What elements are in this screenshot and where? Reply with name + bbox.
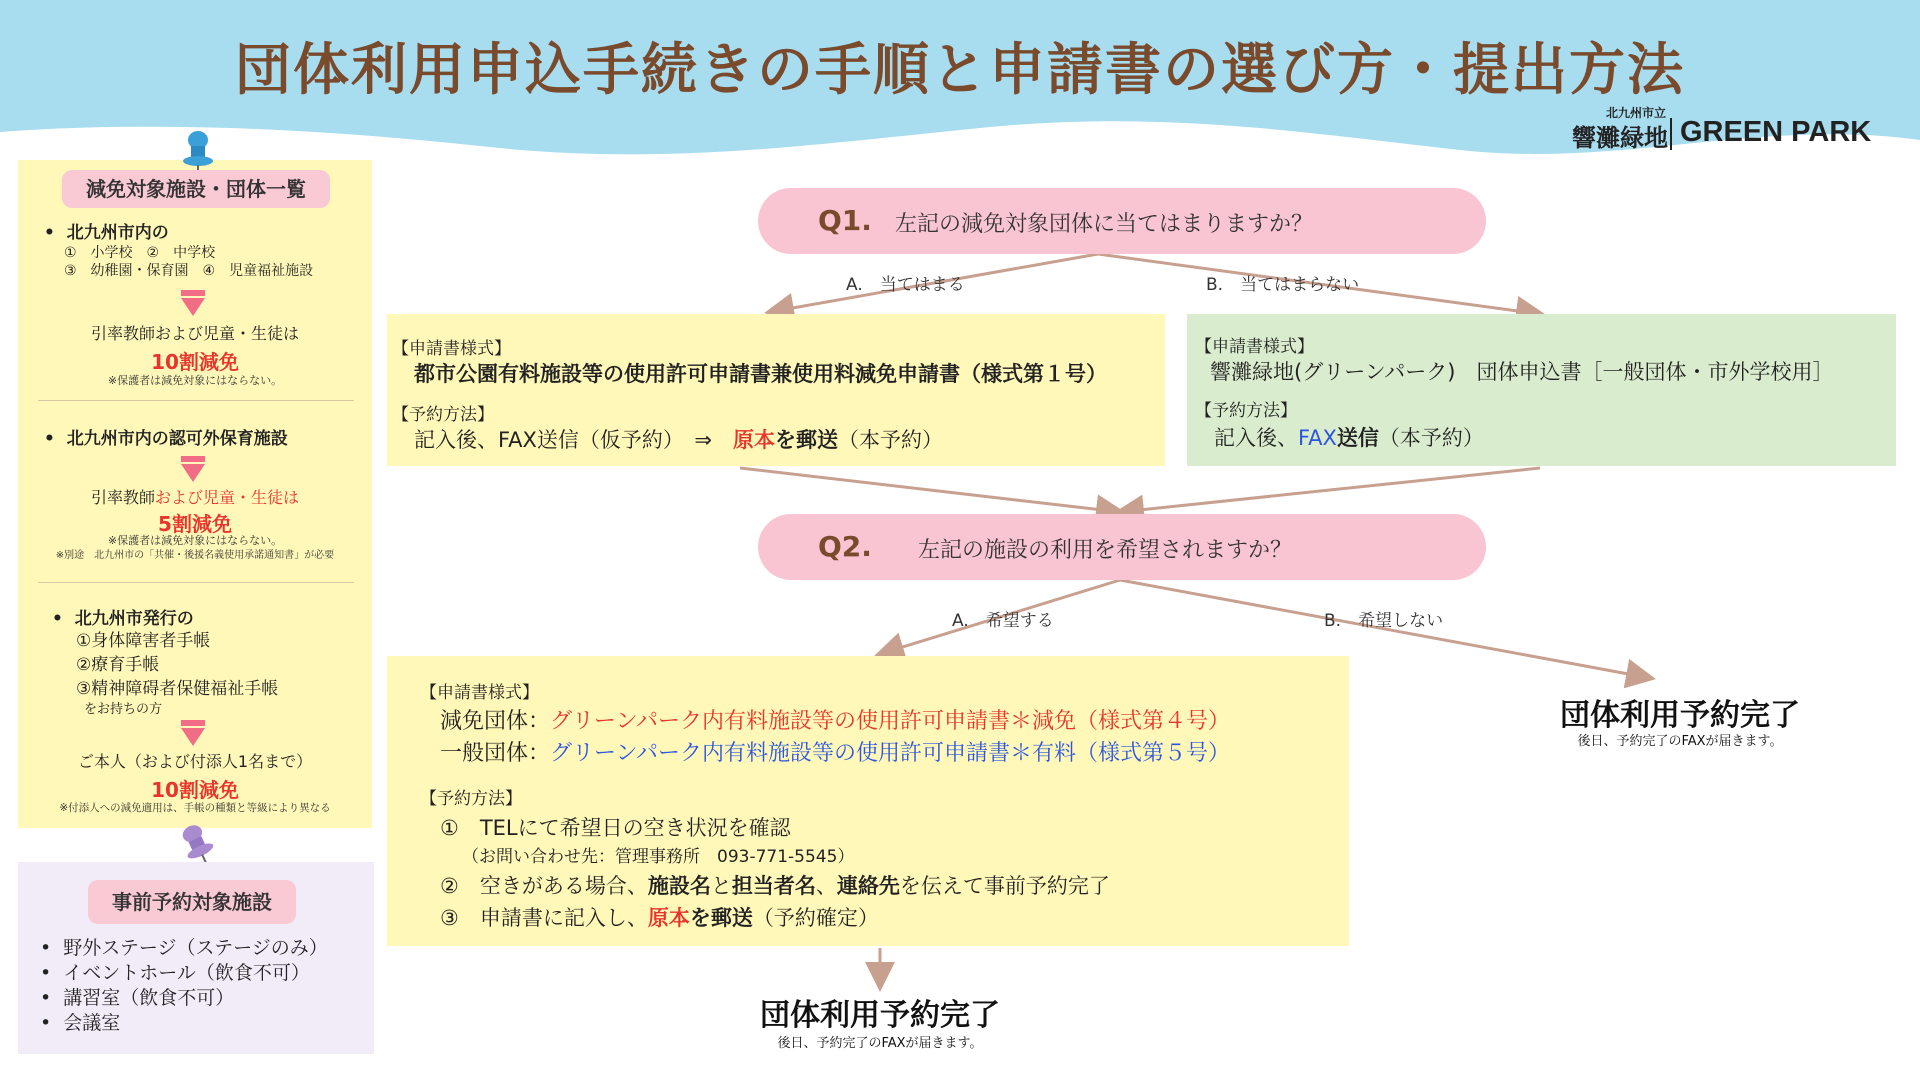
- q2-branch-a: A. 希望する: [952, 611, 1054, 631]
- group1-line1: ① 小学校 ② 中学校: [64, 245, 216, 261]
- page-title: 団体利用申込手続きの手順と申請書の選び方・提出方法: [235, 38, 1685, 103]
- pre-reservation-heading: 事前予約対象施設: [88, 880, 296, 924]
- box-a-form-heading: 【申請書様式】: [392, 339, 511, 359]
- group3-suffix: をお持ちの方: [84, 702, 163, 717]
- group3-target: ご本人（および付添人1名まで）: [77, 752, 313, 771]
- group3-bullet-text: 北九州市発行の: [74, 609, 194, 629]
- group1-bullet: • 北九州市内の: [44, 223, 169, 243]
- box-c-step3: ③ 申請書に記入し、原本を郵送（予約確定）: [440, 906, 879, 930]
- group2-bullet-text: 北九州市内の認可外保育施設: [66, 429, 288, 449]
- group1-note: ※保護者は減免対象にはならない。: [107, 374, 283, 387]
- group3-item1: ①身体障害者手帳: [76, 631, 211, 651]
- group3-note: ※付添人への減免適用は、手帳の種類と等級により異なる: [59, 802, 331, 814]
- q1-branch-a: A. 当てはまる: [846, 275, 965, 295]
- logo-park-name: 響灘緑地: [1572, 124, 1668, 152]
- q2-question: 左記の施設の利用を希望されますか？: [918, 538, 1293, 563]
- group2-bullet: • 北九州市内の認可外保育施設: [44, 429, 288, 449]
- completion-bottom-title: 団体利用予約完了: [760, 998, 1000, 1033]
- box-b-method-heading: 【予約方法】: [1195, 401, 1297, 421]
- exemption-list-heading: 減免対象施設・団体一覧: [62, 170, 330, 208]
- completion-right-title: 団体利用予約完了: [1560, 698, 1800, 733]
- box-a-method-heading: 【予約方法】: [392, 405, 494, 425]
- group3-bullet: • 北九州市発行の: [52, 609, 194, 629]
- box-c-form-heading: 【申請書様式】: [420, 683, 539, 703]
- box-c-step1-note: （お問い合わせ先：管理事務所 093-771-5545）: [462, 847, 855, 867]
- group2-note1: ※保護者は減免対象にはならない。: [107, 534, 283, 547]
- group2-discount: 5割減免: [158, 512, 232, 536]
- box-b-method: 記入後、FAX送信（本予約）: [1214, 426, 1484, 450]
- list-item: • 会議室: [40, 1012, 121, 1034]
- group2-target-a: 引率教師: [90, 488, 155, 507]
- box-c-step1: ① TELにて希望日の空き状況を確認: [440, 816, 791, 840]
- group2-target-b: および児童・生徒は: [155, 488, 300, 507]
- group3-item2: ②療育手帳: [76, 655, 160, 675]
- box-c-line2: 一般団体：グリーンパーク内有料施設等の使用許可申請書＊有料（様式第５号）: [440, 741, 1231, 766]
- q2-branch-b: B. 希望しない: [1324, 611, 1444, 631]
- list-item: • 講習室（飲食不可）: [40, 987, 235, 1009]
- box-a-method: 記入後、FAX送信（仮予約） ⇒ 原本を郵送（本予約）: [414, 428, 943, 452]
- box-b-form-heading: 【申請書様式】: [1195, 337, 1314, 357]
- group1-target: 引率教師および児童・生徒は: [90, 324, 299, 343]
- box-c-line1: 減免団体：グリーンパーク内有料施設等の使用許可申請書＊減免（様式第４号）: [440, 709, 1231, 734]
- box-b-form-name: 響灘緑地(グリーンパーク) 団体申込書［一般団体・市外学校用］: [1210, 360, 1834, 384]
- list-item: • 野外ステージ（ステージのみ）: [40, 937, 328, 959]
- group1-bullet-text: 北九州市内の: [66, 223, 169, 243]
- completion-right-note: 後日、予約完了のFAXが届きます。: [1577, 734, 1783, 749]
- group2-note2: ※別途 北九州市の「共催・後援名義使用承諾通知書」が必要: [55, 550, 335, 561]
- box-c-step2: ② 空きがある場合、施設名と担当者名、連絡先を伝えて事前予約完了: [440, 874, 1110, 898]
- group1-discount: 10割減免: [151, 350, 239, 374]
- box-a-form-name: 都市公園有料施設等の使用許可申請書兼使用料減免申請書（様式第１号）: [414, 362, 1107, 386]
- q1-branch-b: B. 当てはまらない: [1206, 275, 1360, 295]
- q1-label: Q1.: [818, 204, 872, 237]
- q1-question: 左記の減免対象団体に当てはまりますか？: [895, 212, 1314, 237]
- box-c-method-heading: 【予約方法】: [420, 789, 522, 809]
- completion-bottom-note: 後日、予約完了のFAXが届きます。: [777, 1036, 983, 1051]
- group3-discount: 10割減免: [151, 778, 239, 802]
- q2-label: Q2.: [818, 530, 872, 563]
- logo-city-text: 北九州市立: [1606, 106, 1667, 120]
- list-item: • イベントホール（飲食不可）: [40, 962, 310, 984]
- group1-line2: ③ 幼稚園・保育園 ④ 児童福祉施設: [64, 263, 314, 279]
- logo-green-park-text: GREEN PARK: [1680, 116, 1872, 148]
- group3-item3: ③精神障碍者保健福祉手帳: [76, 679, 279, 699]
